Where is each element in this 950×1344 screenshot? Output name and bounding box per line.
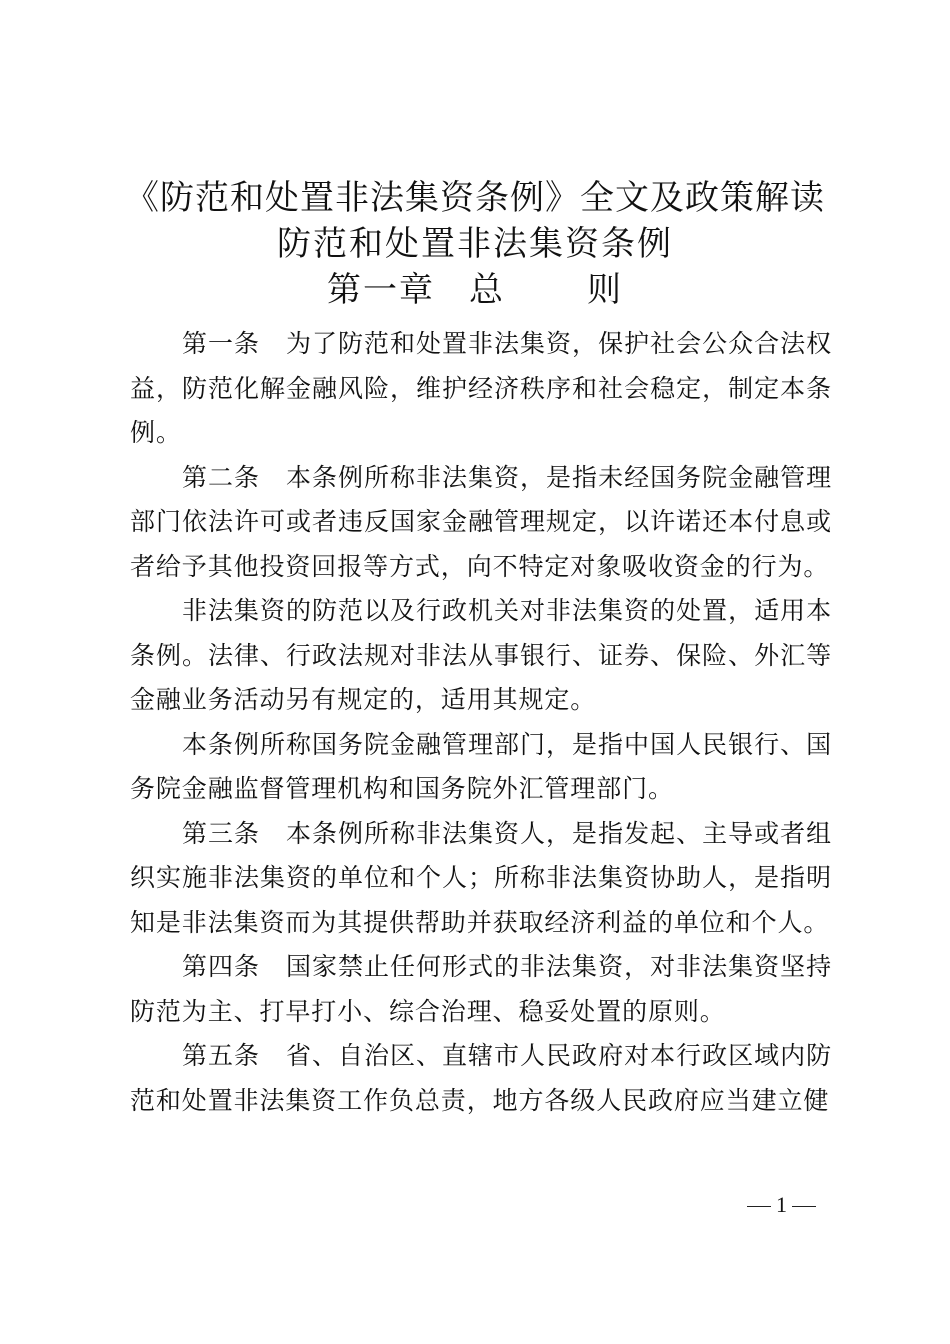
article-paragraph-4 [130,723,832,812]
chapter-heading [0,270,950,310]
article-text: 本条例所称非法集资人，是指发起、主导或者组织实施非法集资的单位和个人；所称非法集资协助人，是指明知是非法集资而为其提供帮助并获取经济利益的单位和个人。 [130,818,832,937]
chapter-title-part2: 则 [587,270,623,310]
page-number-dash-right [792,1206,816,1207]
article-number: 第四条 [182,952,261,981]
article-text: 国家禁止任何形式的非法集资，对非法集资坚持防范为主、打早打小、综合治理、稳妥处置的原则。 [130,952,832,1026]
article-paragraph-3 [130,589,832,723]
page-number-dash-left [747,1206,771,1207]
article-paragraph-6 [130,945,832,1034]
article-paragraph-1 [130,322,832,456]
article-text: 非法集资的防范以及行政机关对非法集资的处置，适用本条例。法律、行政法规对非法从事银行、证券、保险、外汇等金融业务活动另有规定的，适用其规定。 [130,596,832,714]
article-text: 本条例所称国务院金融管理部门，是指中国人民银行、国务院金融监督管理机构和国务院外汇管理部门。 [130,729,832,803]
regulation-title: 防范和处置非法集资条例 [277,224,673,264]
article-paragraph-5 [130,812,832,946]
chapter-title-part1: 总 [469,270,505,310]
article-text: 为了防范和处置非法集资，保护社会公众合法权益，防范化解金融风险，维护经济秩序和社会稳定，制定本条例。 [130,329,832,447]
article-paragraph-2 [130,456,832,590]
article-number: 第五条 [182,1041,261,1070]
page-number-value: 1 [776,1192,787,1217]
article-text: 本条例所称非法集资，是指未经国务院金融管理部门依法许可或者违反国家金融管理规定，以许诺还本付息或者给予其他投资回报等方式，向不特定对象吸收资金的行为。 [130,462,832,581]
article-paragraph-7 [130,1034,832,1123]
article-number: 第三条 [182,818,261,848]
page-number [742,1192,821,1218]
article-number: 第一条 [182,329,261,358]
document-heading: 《防范和处置非法集资条例》全文及政策解读 [125,178,825,218]
document-body [130,322,832,1123]
article-text: 省、自治区、直辖市人民政府对本行政区域内防范和处置非法集资工作负总责，地方各级人民政府应当建立健 [130,1041,832,1115]
article-number: 第二条 [182,462,261,492]
chapter-number: 第一章 [327,270,435,310]
